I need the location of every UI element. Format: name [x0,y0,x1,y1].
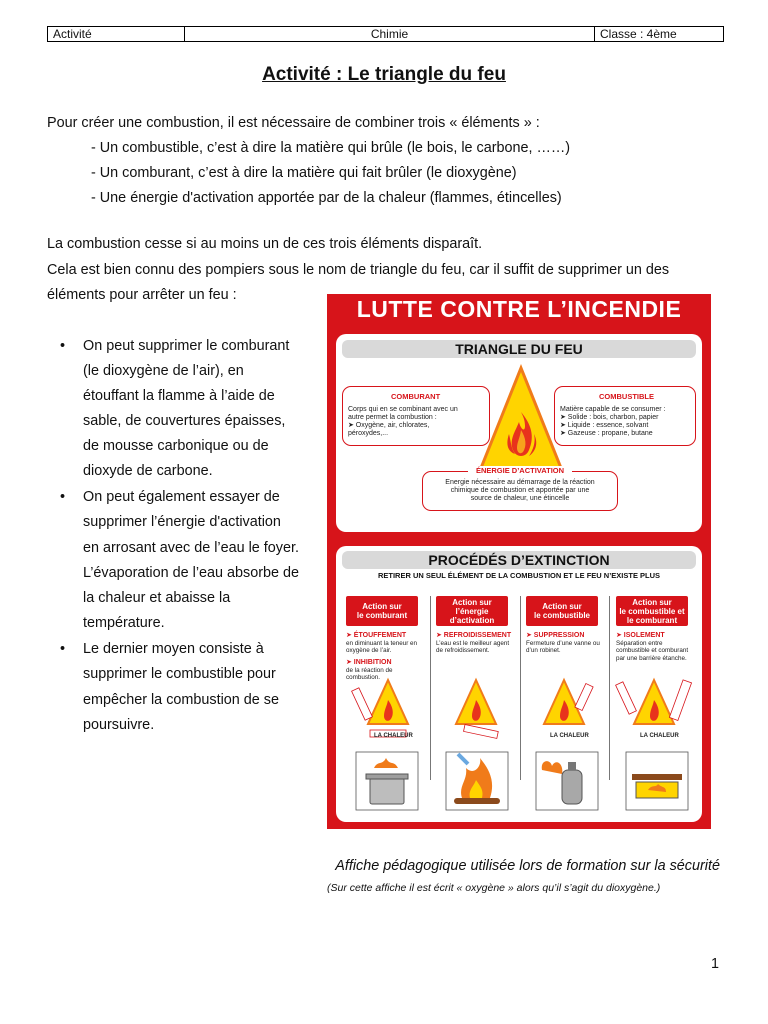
bullet-line: L’évaporation de l’eau absorbe de [83,565,300,581]
header-subject: Chimie [185,27,595,41]
bullet-line: (le dioxygène de l’air), en [83,363,244,379]
extinction-subtitle: RETIRER UN SEUL ÉLÉMENT DE LA COMBUSTION ET LE FEU N’EXISTE PLUS [377,571,661,580]
column-header [616,596,688,626]
bullet-dot: • [60,489,66,505]
mini-fire-triangle-icon [352,680,408,737]
column-header [436,596,508,626]
paragraph-line: éléments pour arrêter un feu : [47,287,237,303]
header-class: Classe : 4ème [600,27,677,41]
column-header-line: Action sur [632,597,672,607]
element-comburant: - Un comburant, c’est à dire la matière qui fait brûler (le dioxygène) [91,165,517,181]
gas-bottle-icon [536,752,598,810]
mini-fire-triangle-icon [456,680,498,738]
method-title: ➤ ÉTOUFFEMENT [346,632,407,639]
column-header [526,596,598,626]
bullet-line: On peut également essayer de [83,489,280,505]
bullet-line: Le dernier moyen consiste à [83,641,264,657]
method-description: de la réaction de combustion. [346,667,393,682]
bullet-line: poursuivre. [83,717,155,733]
method-title: ➤ ISOLEMENT [616,632,665,639]
method-title: ➤ INHIBITION [346,659,392,666]
column-header [346,596,418,626]
combustible-text: Matière capable de se consumer : [560,406,666,413]
bullet-line: empêcher la combustion de se [83,692,279,708]
comburant-text: ➤ Oxygène, air, chlorates, [348,422,430,429]
comburant-text: Corps qui en se combinant avec un [348,406,458,413]
comburant-text: péroxydes,... [348,430,389,437]
campfire-icon [446,752,508,810]
mini-fire-triangle-icon [544,680,593,724]
extinction-panel [336,546,702,822]
method-description: Fermeture d’une vanne ou d’un robinet. [526,640,600,655]
method-description: L’eau est le meilleur agent de refroidissement. [436,640,510,655]
mini-fire-triangle-icon [616,680,692,724]
column-header-line: Action sur [452,597,492,607]
comburant-text: autre permet la combustion : [348,414,437,421]
pot-icon [356,752,418,810]
column-header-line: d’activation [449,615,495,625]
bullet-line: sable, de couvertures épaisses, [83,413,286,429]
column-header-line: Action sur [362,602,402,611]
paragraph-line: La combustion cesse si au moins un de ces trois éléments disparaît. [47,236,483,252]
header-activity: Activité [48,27,185,41]
bullet-dot: • [60,338,66,354]
energie-text: source de chaleur, une étincelle [470,495,570,502]
fire-triangle-icon [479,364,563,472]
column-header-line: le combustible [533,611,590,620]
poster-note: (Sur cette affiche il est écrit « oxygène » alors qu’il s’agit du dioxygène.) [327,882,661,894]
method-description: en diminuant la teneur en oxygène de l’air. [346,640,418,655]
comburant-label: COMBURANT [388,392,443,401]
bullet-line: de mousse carbonique ou de [83,438,269,454]
bullet-line: la chaleur et abaisse la [83,590,231,606]
triangle-banner: TRIANGLE DU FEU [342,340,696,358]
combustible-text: ➤ Solide : bois, charbon, papier [560,414,659,421]
bullet-line: étouffant la flamme à l’aide de [83,388,275,404]
fire-safety-poster [327,294,711,829]
poster-caption: Affiche pédagogique utilisée lors de formation sur la sécurité [335,858,720,874]
bullet-line: supprimer l’énergie d'activation [83,514,281,530]
bullet-line: dioxyde de carbone. [83,463,213,479]
bullet-dot: • [60,641,66,657]
column-header-line: le comburant [356,611,408,620]
triangle-label: LA CHALEUR [550,733,589,739]
page-title: Activité : Le triangle du feu [262,64,506,85]
covered-tray-icon [626,752,688,810]
triangle-panel [336,334,702,532]
triangle-label: LA CHALEUR [640,733,679,739]
extinction-illustrations [336,746,702,818]
page-number: 1 [711,956,720,972]
energie-text: chimique de combustion et apportée par une [450,487,590,494]
method-title: ➤ SUPPRESSION [526,632,585,639]
combustible-label: COMBUSTIBLE [596,392,657,401]
element-combustible: - Un combustible, c’est à dire la matière qui brûle (le bois, le carbone, ……) [91,140,571,156]
method-description: Séparation entre combustible et comburant par une barrière étanche. [616,640,689,662]
column-header-line: le comburant [626,615,678,625]
header-table [47,26,724,42]
bullet-line: en arrosant avec de l’eau le foyer. [83,540,299,556]
method-title: ➤ REFROIDISSEMENT [436,632,512,639]
extinction-banner: PROCÉDÉS D’EXTINCTION [342,551,696,569]
column-header-line: Action sur [542,602,582,611]
column-header-line: le combustible et [619,606,685,616]
poster-title: LUTTE CONTRE L’INCENDIE [356,296,682,322]
element-energie: - Une énergie d'activation apportée par de la chaleur (flammes, étincelles) [91,190,562,206]
combustible-text: ➤ Gazeuse : propane, butane [560,430,653,437]
paragraph-line: Cela est bien connu des pompiers sous le nom de triangle du feu, car il suffit de supprimer un des [47,262,670,278]
energie-label: ÉNERGIE D’ACTIVATION [468,466,572,475]
combustible-text: ➤ Liquide : essence, solvant [560,422,649,429]
triangle-label: LA CHALEUR [374,733,413,739]
bullet-line: supprimer le combustible pour [83,666,276,682]
column-header-line: l’énergie [455,606,489,616]
energie-text: Energie nécessaire au démarrage de la réaction [445,479,595,486]
bullet-line: température. [83,615,165,631]
bullet-line: On peut supprimer le comburant [83,338,290,354]
intro-text: Pour créer une combustion, il est nécessaire de combiner trois « éléments » : [47,115,540,131]
